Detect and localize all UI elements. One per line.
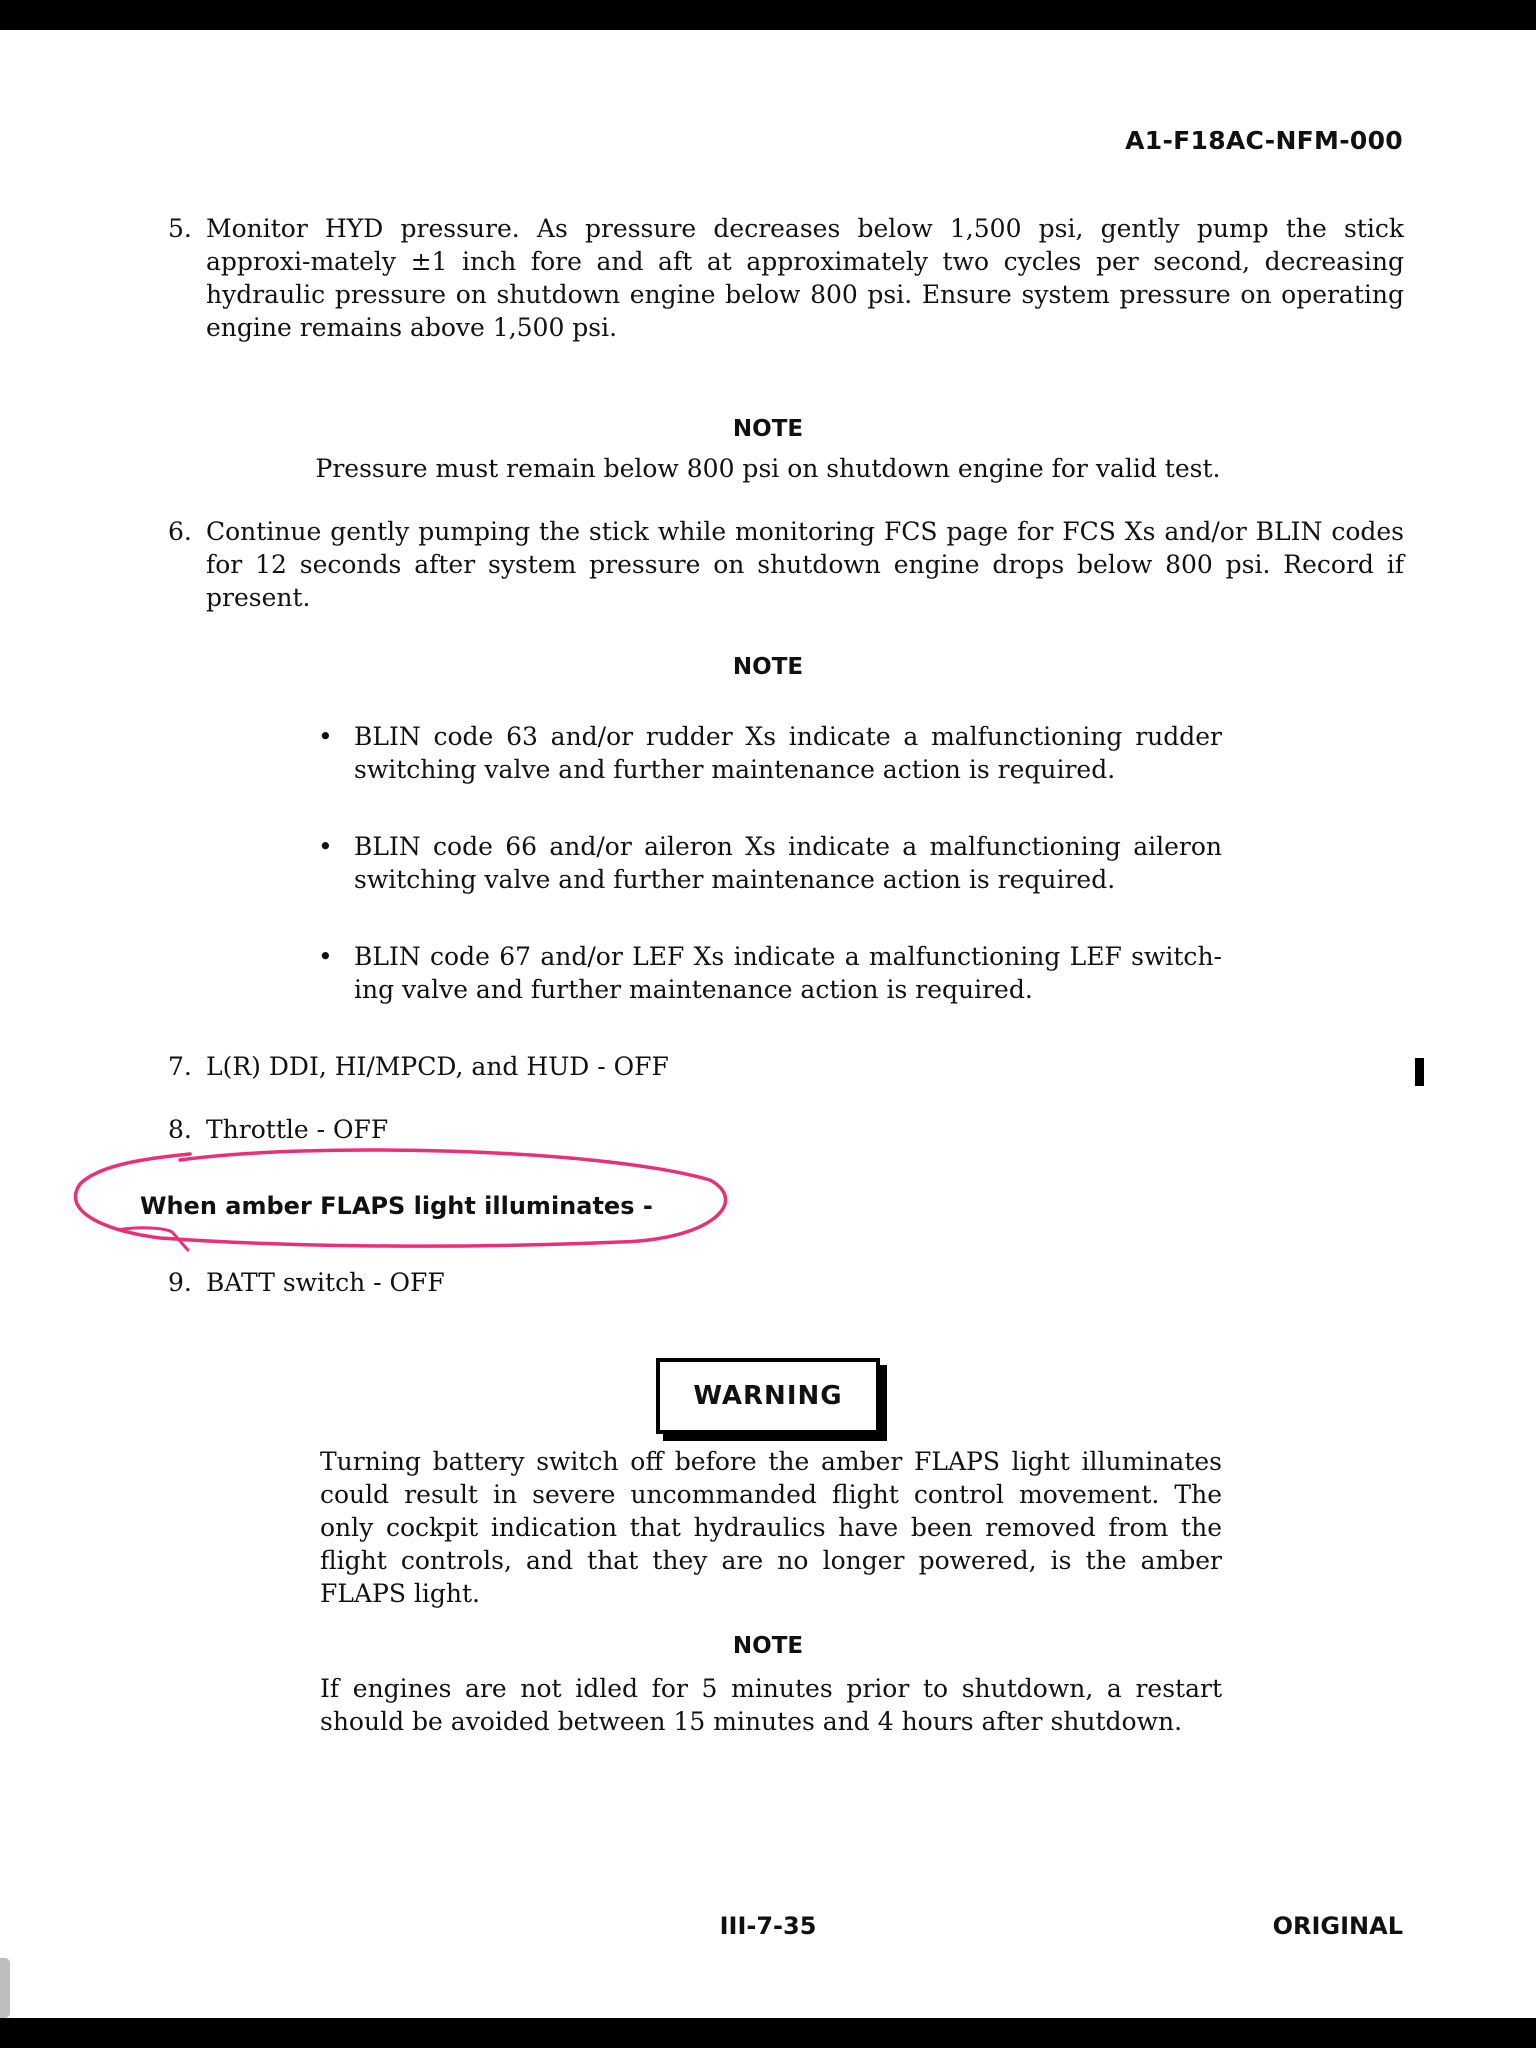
warning-text: Turning battery switch off before the amber FLAPS light illuminates could result in severe uncommanded flight control movement. The only cockpit indication that hydraulics have been removed from the flight controls, and that they are no longer powered, is the amber FLAPS light.	[320, 1447, 1222, 1608]
step-7	[168, 1050, 1404, 1083]
bullet-text: BLIN code 66 and/or aileron Xs indicate a malfunctioning aileron switching valve and further maintenance action is required.	[354, 832, 1222, 894]
bottom-black-bar	[0, 2018, 1536, 2048]
bullet-dot: •	[318, 832, 333, 861]
note-heading: NOTE	[732, 654, 804, 680]
step-number: 7.	[168, 1052, 192, 1081]
step-number: 9.	[168, 1268, 192, 1297]
change-bar	[1415, 1058, 1424, 1086]
step-text: Throttle - OFF	[206, 1115, 389, 1144]
note-text: Pressure must remain below 800 psi on shutdown engine for valid test.	[315, 454, 1221, 483]
step-number: 5.	[168, 214, 192, 243]
document-id: A1-F18AC-NFM-000	[1125, 126, 1403, 155]
bullet-text: BLIN code 63 and/or rudder Xs indicate a malfunctioning rudder switching valve and further maintenance action is required.	[354, 722, 1222, 784]
note-bullet	[318, 720, 1222, 786]
page-number: III-7-35	[719, 1912, 817, 1940]
bullet-text: BLIN code 67 and/or LEF Xs indicate a malfunctioning LEF switch-ing valve and further maintenance action is required.	[354, 942, 1222, 1004]
bullet-dot: •	[318, 942, 333, 971]
step-9	[168, 1266, 1404, 1299]
note-bullet	[318, 940, 1222, 1006]
top-black-bar	[0, 0, 1536, 30]
warning-heading-box	[656, 1358, 880, 1434]
procedure-subheading: When amber FLAPS light illuminates -	[140, 1192, 653, 1220]
warning-heading: WARNING	[693, 1381, 843, 1411]
step-text: L(R) DDI, HI/MPCD, and HUD - OFF	[206, 1052, 669, 1081]
page-status: ORIGINAL	[1272, 1912, 1403, 1940]
note-heading: NOTE	[732, 1633, 804, 1659]
note-bullet	[318, 830, 1222, 896]
bullet-dot: •	[318, 722, 333, 751]
note-text: If engines are not idled for 5 minutes prior to shutdown, a restart should be avoided between 15 minutes and 4 hours after shutdown.	[320, 1674, 1222, 1736]
step-number: 8.	[168, 1115, 192, 1144]
step-number: 6.	[168, 517, 192, 546]
step-5	[168, 212, 1404, 344]
step-text: BATT switch - OFF	[206, 1268, 445, 1297]
scroll-handle[interactable]	[0, 1958, 10, 2018]
step-6	[168, 515, 1404, 614]
note-heading: NOTE	[732, 416, 804, 442]
step-text: Monitor HYD pressure. As pressure decreases below 1,500 psi, gently pump the stick approxi-mately ±1 inch fore and aft at approximately two cycles per second, decreasing hydraulic pressure on shutdown engine below 800 psi. Ensure system pressure on operating engine remains above 1,500 psi.	[206, 214, 1404, 342]
step-text: Continue gently pumping the stick while monitoring FCS page for FCS Xs and/or BLIN codes for 12 seconds after system pressure on shutdown engine drops below 800 psi. Record if present.	[206, 517, 1404, 612]
